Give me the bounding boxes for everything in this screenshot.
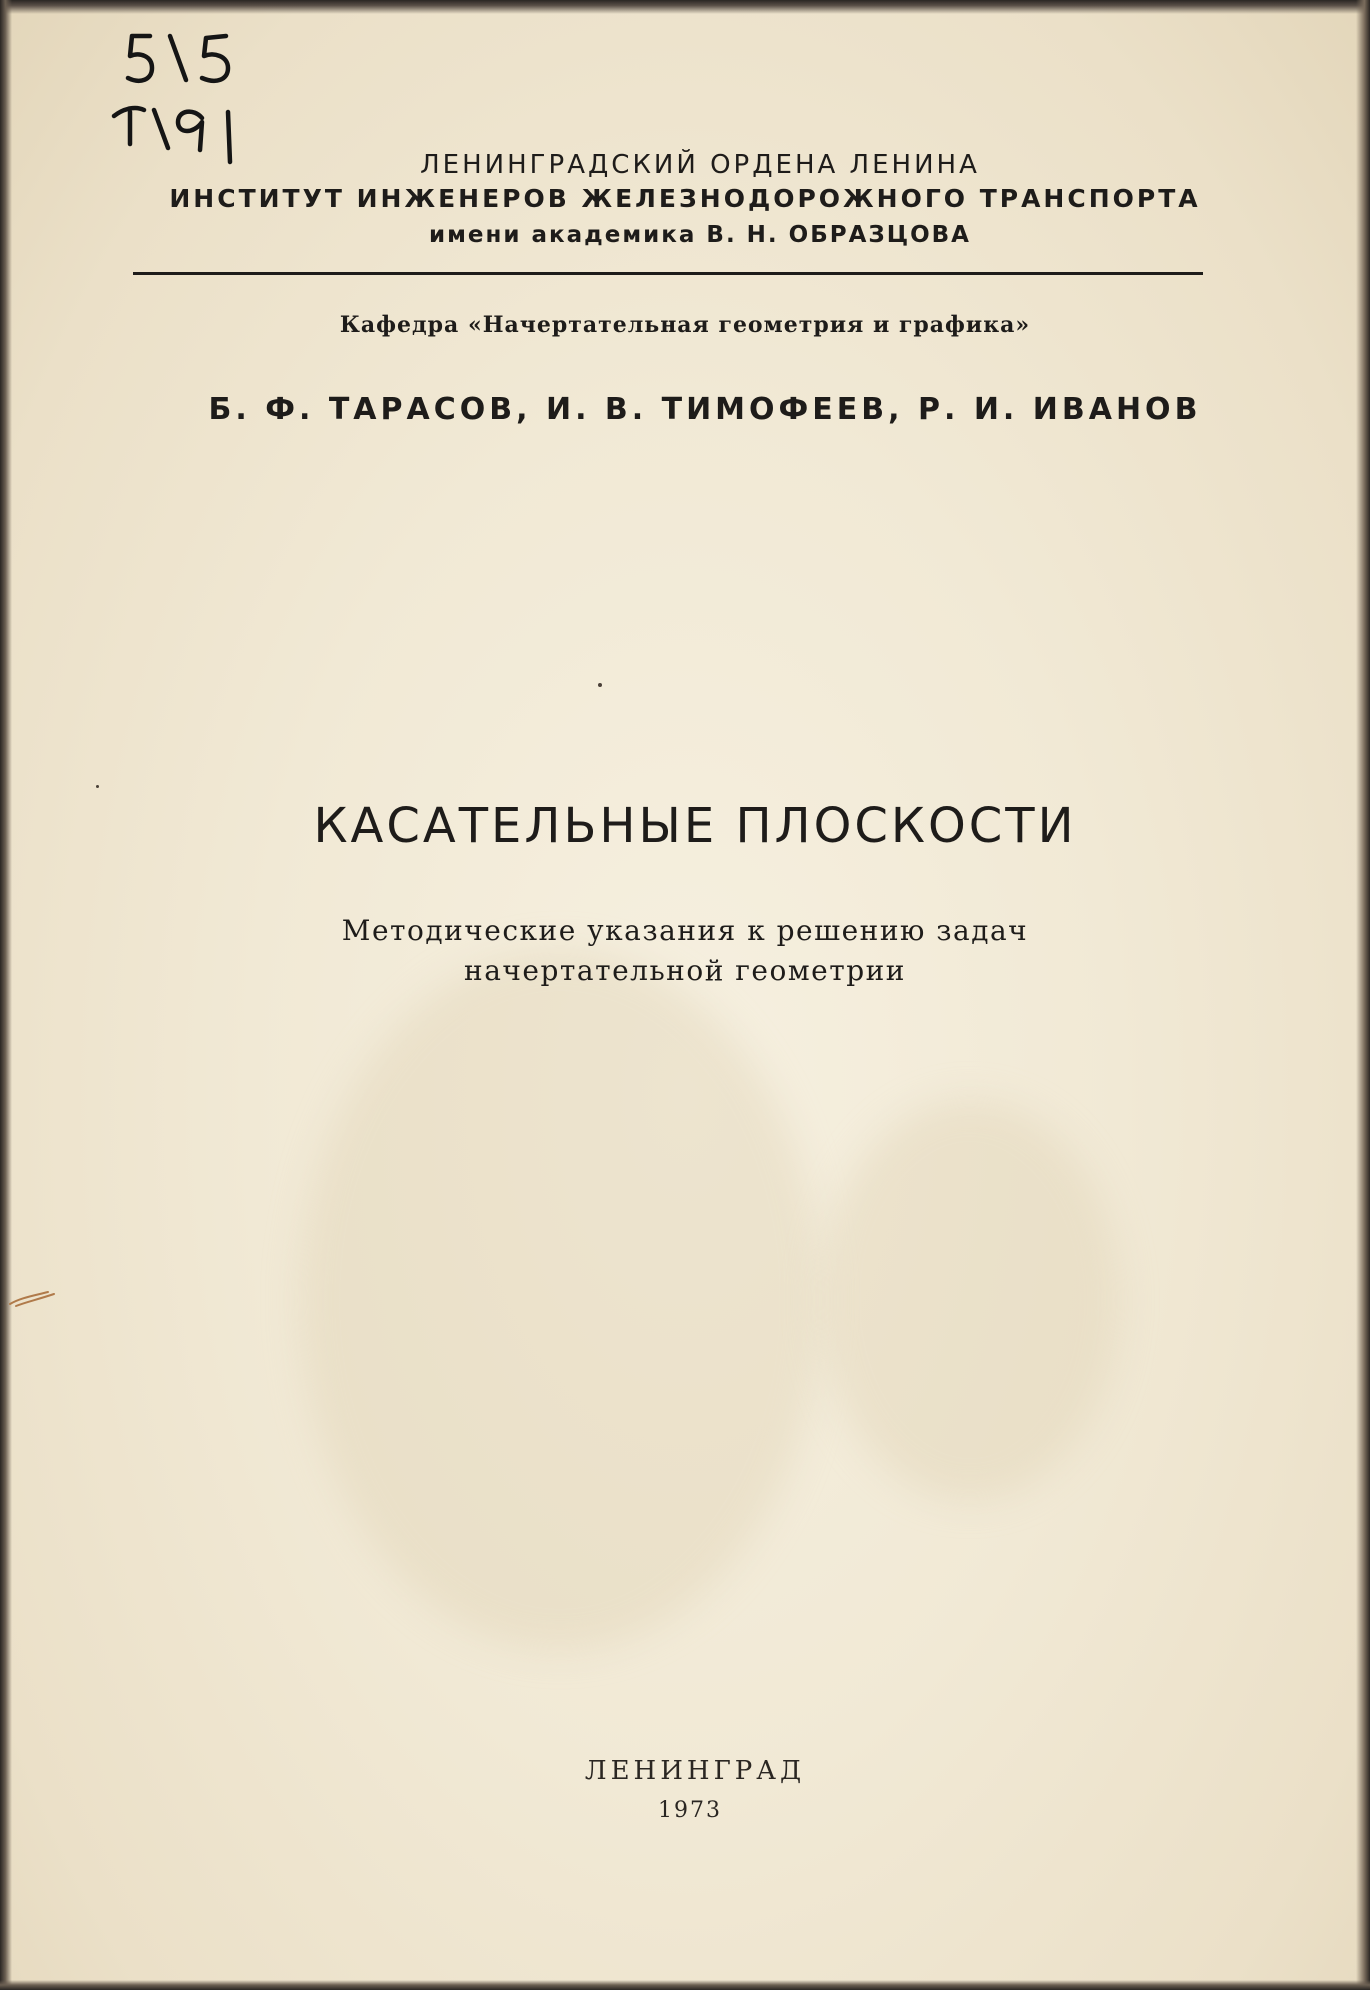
institution-line-3: имени академика В. Н. ОБРАЗЦОВА — [429, 222, 971, 248]
paper-stain — [300, 950, 820, 1650]
paper-speck — [96, 785, 99, 788]
scan-edge-left — [0, 0, 12, 1990]
institution-line-2: ИНСТИТУТ ИНЖЕНЕРОВ ЖЕЛЕЗНОДОРОЖНОГО ТРАНСПОРТА — [169, 184, 1201, 213]
scan-edge-right — [1356, 0, 1370, 1990]
imprint-year: 1973 — [658, 1798, 722, 1823]
institution-line-1: ЛЕНИНГРАДСКИЙ ОРДЕНА ЛЕНИНА — [420, 150, 980, 180]
department-line: Кафедра «Начертательная геометрия и графика» — [339, 312, 1031, 338]
paper-speck — [598, 683, 602, 687]
scan-edge-top — [0, 0, 1370, 14]
authors-line: Б. Ф. ТАРАСОВ, И. В. ТИМОФЕЕВ, Р. И. ИВАНОВ — [208, 392, 1202, 427]
margin-ink-mark — [8, 1288, 58, 1310]
scan-edge-bottom — [0, 1980, 1370, 1990]
subtitle-line-1: Методические указания к решению задач — [341, 914, 1029, 947]
document-title: КАСАТЕЛЬНЫЕ ПЛОСКОСТИ — [313, 798, 1077, 854]
header-divider — [133, 272, 1203, 275]
paper-stain — [820, 1100, 1120, 1500]
imprint-city: ЛЕНИНГРАД — [584, 1756, 806, 1786]
subtitle-line-2: начертательной геометрии — [464, 954, 906, 987]
